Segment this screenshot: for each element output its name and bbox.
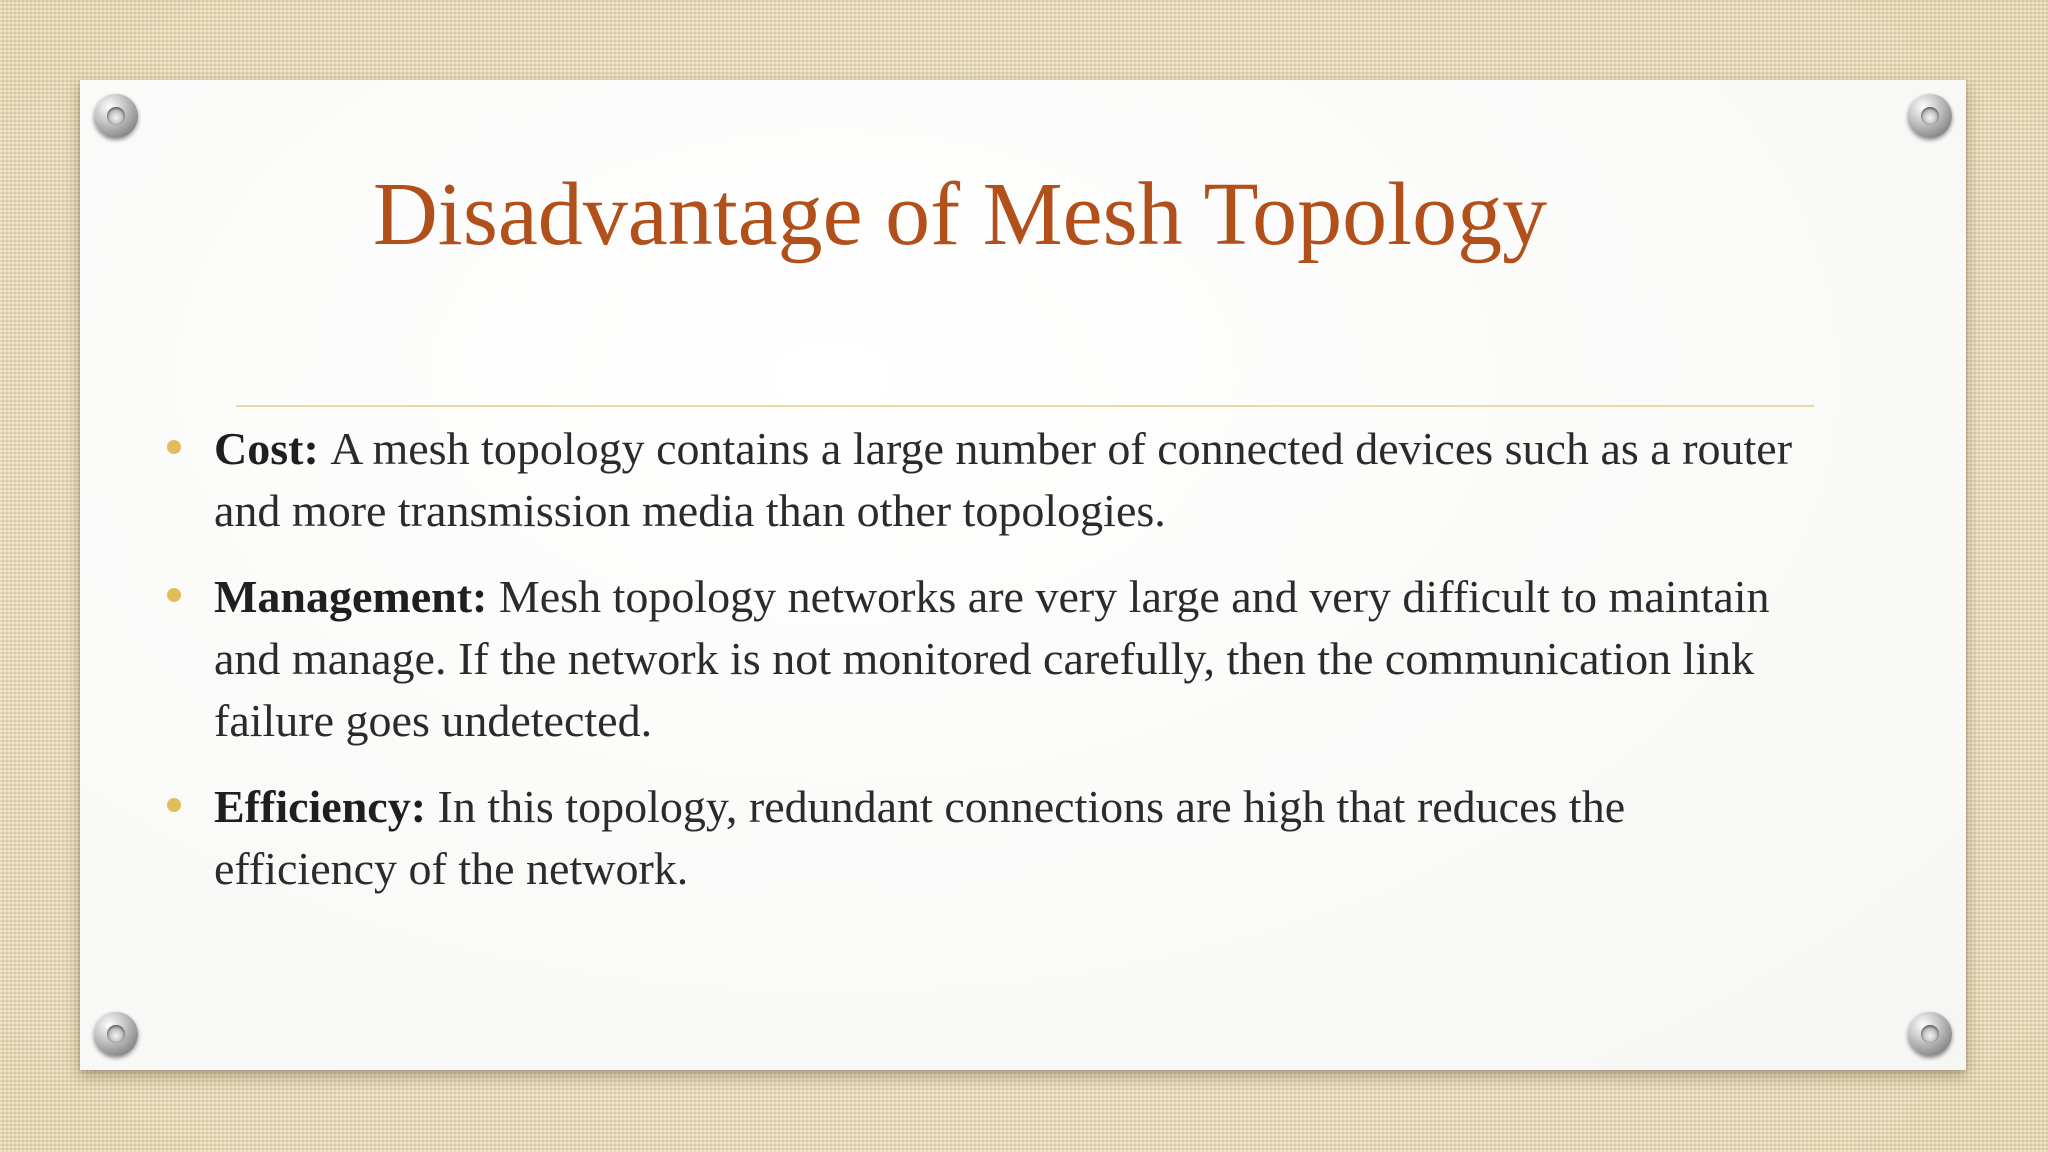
bullet-efficiency [164,776,1814,900]
bullet-term: Cost: [214,423,331,474]
grommet-top-left-icon [94,94,138,138]
bullet-dot-icon [167,798,181,812]
grommet-bottom-right-icon [1908,1012,1952,1056]
bullet-text: A mesh topology contains a large number of connected devices such as a router and more transmission media than other topologies. [214,423,1793,536]
bullet-list [164,418,1814,924]
bullet-term: Management: [214,571,499,622]
bullet-text: Mesh topology networks are very large and very difficult to maintain and manage. If the network is not monitored carefully, then the communication link failure goes undetected. [214,571,1770,746]
grommet-top-right-icon [1908,94,1952,138]
bullet-text: In this topology, redundant connections are high that reduces the efficiency of the network. [214,781,1626,894]
bullet-dot-icon [167,440,181,454]
bullet-cost [164,418,1814,542]
bullet-term: Efficiency: [214,781,438,832]
bullet-management [164,566,1814,752]
bullet-dot-icon [167,588,181,602]
slide-title: Disadvantage of Mesh Topology [372,165,1548,264]
title-divider [236,405,1814,407]
grommet-bottom-left-icon [94,1012,138,1056]
